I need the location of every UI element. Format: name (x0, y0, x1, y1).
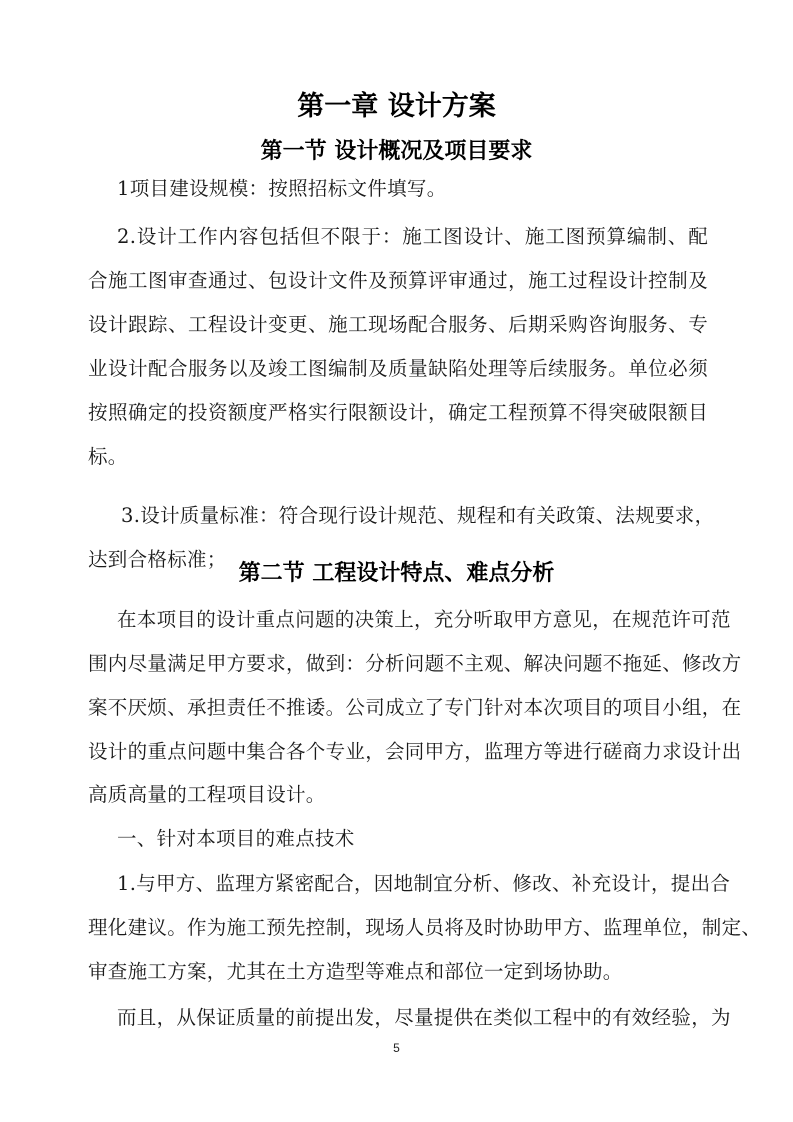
text-line: 案不厌烦、承担责任不推诿。公司成立了专门针对本次项目的项目小组，在 (88, 696, 742, 719)
text-line: 业设计配合服务以及竣工图编制及质量缺陷处理等后续服务。单位必须 (88, 357, 708, 380)
page-number: 5 (393, 1041, 400, 1055)
text-line: 审查施工方案，尤其在土方造型等难点和部位一定到场协助。 (88, 960, 623, 983)
text-line: 设计的重点问题中集合各个专业，会同甲方，监理方等进行磋商力求设计出 (88, 740, 742, 763)
text-line: 合施工图审查通过、包设计文件及预算评审通过，施工过程设计控制及 (88, 269, 708, 292)
subheading-difficult-techniques: 一、针对本项目的难点技术 (117, 827, 355, 850)
text-line: 标。 (88, 445, 128, 468)
chapter-title: 第一章 设计方案 (297, 91, 496, 122)
section1-title: 第一节 设计概况及项目要求 (260, 139, 533, 164)
text-line: 3.设计质量标准：符合现行设计规范、规程和有关政策、法规要求， (121, 504, 715, 527)
text-line: 高质高量的工程项目设计。 (88, 783, 326, 806)
text-line: 在本项目的设计重点问题的决策上，充分听取甲方意见，在规范许可范 (117, 608, 731, 631)
text-line: 设计跟踪、工程设计变更、施工现场配合服务、后期采购咨询服务、专 (88, 313, 708, 336)
text-line: 1.与甲方、监理方紧密配合，因地制宜分析、修改、补充设计，提出合 (117, 872, 731, 895)
text-line: 理化建议。作为施工预先控制，现场人员将及时协助甲方、监理单位，制定、 (88, 916, 762, 939)
paragraph-project-scale: 1项目建设规模：按照招标文件填写。 (117, 177, 447, 200)
text-line: 2.设计工作内容包括但不限于：施工图设计、施工图预算编制、配 (117, 225, 708, 248)
section2-title: 第二节 工程设计特点、难点分析 (238, 561, 555, 586)
text-line: 达到合格标准； (88, 548, 227, 571)
text-line: 按照确定的投资额度严格实行限额设计，确定工程预算不得突破限额目 (88, 401, 708, 424)
text-line: 围内尽量满足甲方要求，做到：分析问题不主观、解决问题不拖延、修改方 (88, 652, 742, 675)
text-line: 而且，从保证质量的前提出发，尽量提供在类似工程中的有效经验，为 (117, 1006, 731, 1029)
